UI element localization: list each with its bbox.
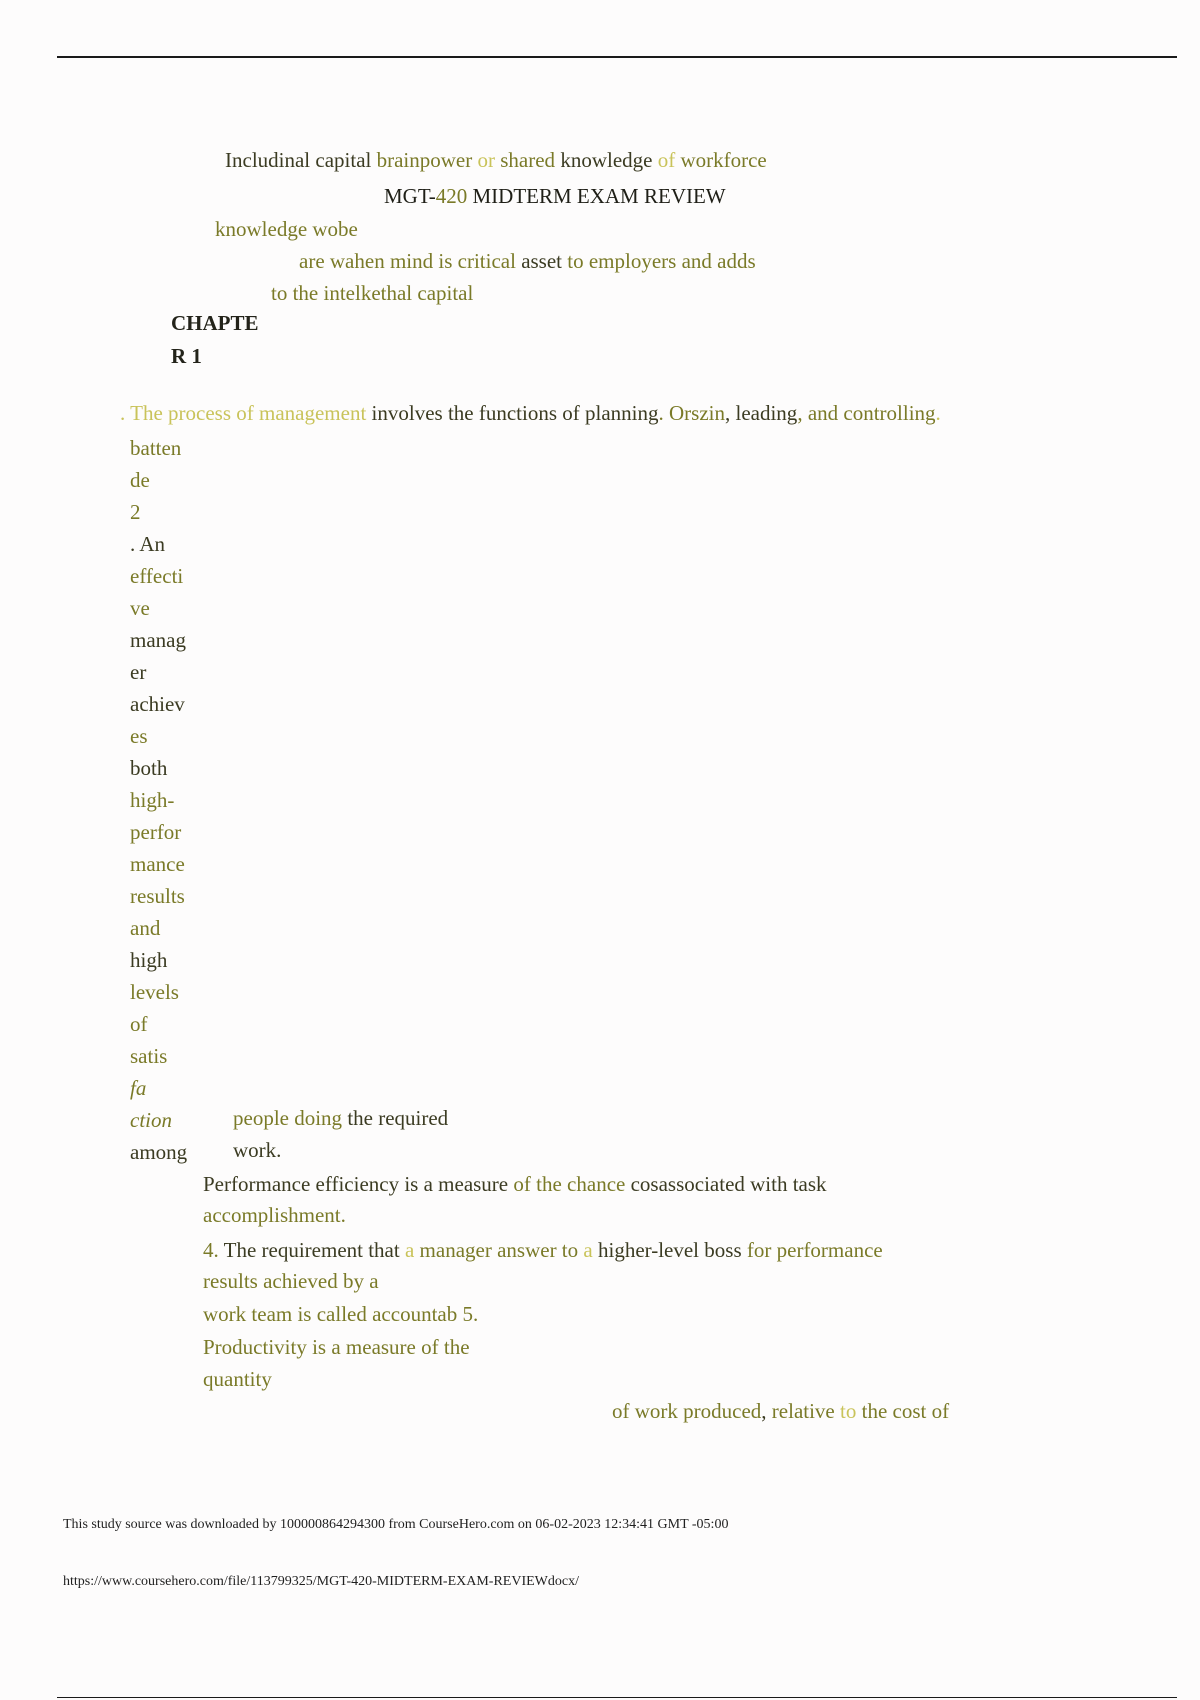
- column-word: high-: [130, 788, 175, 812]
- text-fragment: , and controlling: [797, 401, 936, 425]
- text-fragment: performance: [771, 1238, 883, 1262]
- column-word: results: [130, 884, 185, 908]
- chapter-heading-line-1: CHAPTE: [171, 311, 259, 335]
- text-fragment: chance: [561, 1172, 626, 1196]
- column-word: of: [130, 1012, 148, 1036]
- text-fragment: , leading: [725, 401, 798, 425]
- column-word: 2: [130, 500, 141, 524]
- text-fragment: . The process of management: [120, 401, 367, 425]
- page-title: [384, 184, 726, 208]
- top-rule: [57, 56, 1177, 58]
- text-fragment: 4.: [203, 1238, 219, 1262]
- column-word: ve: [130, 596, 150, 620]
- column-word: high: [130, 948, 168, 972]
- column-word: . An: [130, 532, 166, 556]
- text-fragment: MGT-: [384, 184, 436, 208]
- source-url-link[interactable]: https://www.coursehero.com/file/113799325/MGT-420-MIDTERM-EXAM-REVIEWdocx/: [63, 1574, 579, 1589]
- text-fragment: critical: [452, 249, 516, 273]
- text-fragment: relative: [766, 1399, 835, 1423]
- text-line-productivity: Productivity is a measure of the: [203, 1335, 470, 1359]
- bottom-rule: [57, 1697, 1177, 1698]
- column-word: and: [130, 916, 161, 940]
- text-line-process-of-management: [120, 401, 941, 425]
- column-word: among: [130, 1140, 188, 1164]
- column-word: manag: [130, 628, 186, 652]
- text-line-quantity: quantity: [203, 1367, 272, 1391]
- column-word: er: [130, 660, 147, 684]
- text-fragment: or: [472, 148, 495, 172]
- text-fragment: The requirement that: [218, 1238, 400, 1262]
- text-line-critical-asset: [299, 249, 756, 273]
- text-fragment: of: [652, 148, 676, 172]
- download-source-note: This study source was downloaded by 100000864294300 from CourseHero.com on 06-02-2023 12:34:41 GMT -05:00: [63, 1517, 729, 1532]
- column-word: both: [130, 756, 168, 780]
- text-fragment: capital: [412, 281, 474, 305]
- text-line-knowledge-worker: knowledge wobe: [215, 217, 358, 241]
- text-fragment: workforce: [675, 148, 767, 172]
- column-word: de: [130, 468, 150, 492]
- text-fragment: to: [834, 1399, 857, 1423]
- column-word-group: [130, 496, 187, 560]
- text-fragment: cosassociated with task: [625, 1172, 827, 1196]
- column-word: batten: [130, 436, 182, 460]
- text-fragment: a: [399, 1238, 415, 1262]
- text-fragment: to the intelkethal: [271, 281, 413, 305]
- text-line-work-produced: [612, 1399, 949, 1423]
- text-line-accountability: work team is called accountab 5.: [203, 1302, 479, 1326]
- text-line-intellectual-capital: [225, 148, 767, 172]
- chapter-heading-line-2: R 1: [171, 344, 202, 368]
- text-fragment: the required: [342, 1106, 449, 1130]
- text-fragment: involves the functions of planning: [366, 401, 659, 425]
- text-fragment: a: [578, 1238, 593, 1262]
- column-word: effecti: [130, 564, 184, 588]
- text-fragment: MIDTERM EXAM REVIEW: [467, 184, 726, 208]
- narrow-text-column: [130, 432, 187, 1168]
- column-word: ction: [130, 1108, 172, 1132]
- text-fragment: 420: [435, 184, 468, 208]
- text-line-performance-efficiency: [203, 1172, 827, 1196]
- text-fragment: shared: [495, 148, 556, 172]
- text-fragment: higher-level boss: [592, 1238, 742, 1262]
- text-fragment: of work produced: [612, 1399, 762, 1423]
- text-fragment: people doing: [233, 1106, 343, 1130]
- text-fragment: ,: [761, 1399, 767, 1423]
- text-line-results-achieved: results achieved by a: [203, 1269, 379, 1293]
- text-fragment: Includinal capital: [225, 148, 372, 172]
- text-fragment: brainpower: [371, 148, 473, 172]
- text-fragment: to employers and adds: [562, 249, 756, 273]
- column-word: es: [130, 724, 148, 748]
- text-fragment: knowledge: [555, 148, 653, 172]
- column-word: achiev: [130, 692, 185, 716]
- text-fragment: is: [433, 249, 453, 273]
- column-word: perfor: [130, 820, 182, 844]
- text-fragment: the cost of: [856, 1399, 950, 1423]
- text-line-requirement: [203, 1238, 883, 1262]
- column-word-group: [130, 1040, 187, 1104]
- text-fragment: for: [741, 1238, 772, 1262]
- text-fragment: . Orszin: [658, 401, 725, 425]
- text-fragment: .: [935, 401, 941, 425]
- text-fragment: manager answer to: [414, 1238, 579, 1262]
- text-line-accomplishment: accomplishment.: [203, 1203, 346, 1227]
- column-word: mance: [130, 852, 185, 876]
- text-line-people-doing: [233, 1106, 448, 1130]
- column-word-group: [130, 1104, 187, 1136]
- text-line-intellectual: [271, 281, 473, 305]
- text-fragment: Performance efficiency is a measure: [203, 1172, 509, 1196]
- column-word: fa: [130, 1076, 147, 1100]
- text-line-work: work.: [233, 1138, 282, 1162]
- column-word: levels: [130, 980, 179, 1004]
- text-fragment: are wahen mind: [299, 249, 434, 273]
- text-fragment: asset: [515, 249, 563, 273]
- column-word: satis: [130, 1044, 168, 1068]
- text-fragment: of the: [508, 1172, 562, 1196]
